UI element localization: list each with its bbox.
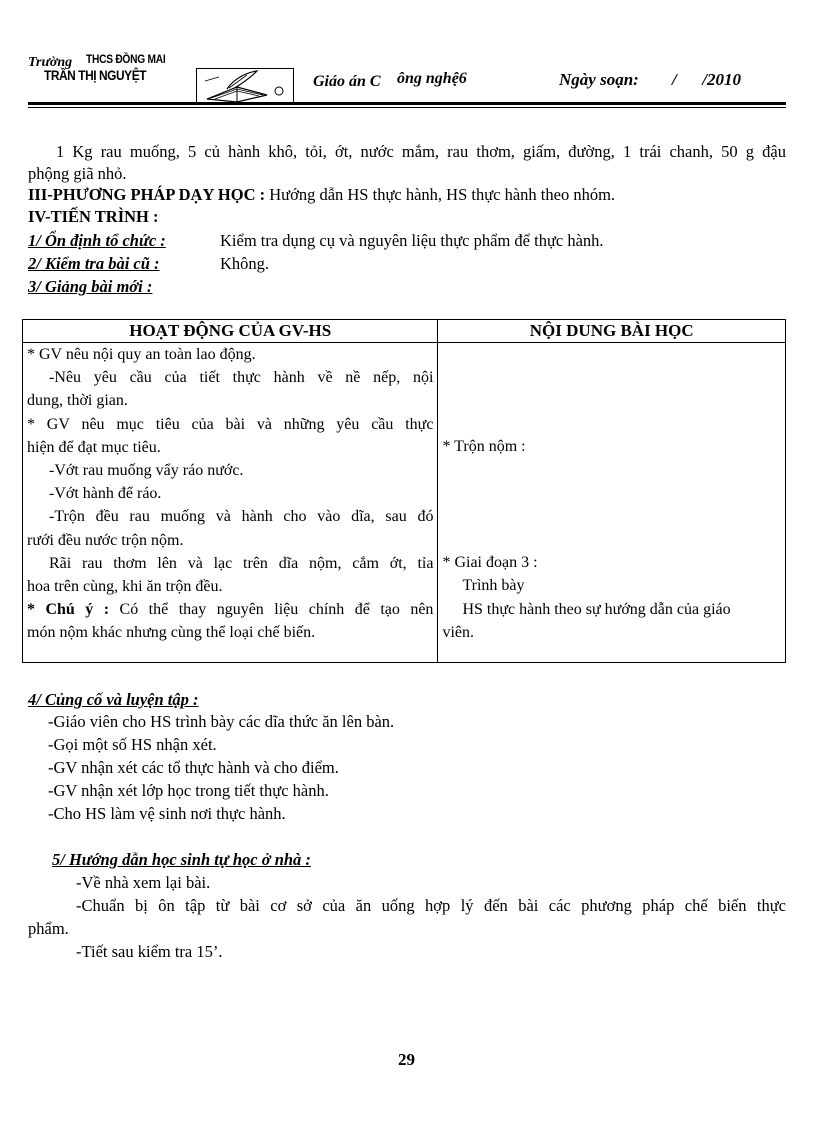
- teacher-name: TRẦN THỊ NGUYỆT: [44, 67, 147, 83]
- subject-prefix: Giáo án C: [313, 73, 381, 90]
- consolidate-item: -Cho HS làm vệ sinh nơi thực hành.: [48, 804, 286, 823]
- activity-line: dung, thời gian.: [27, 392, 128, 410]
- homework-item-2-line-1: -Chuẩn bị ôn tập từ bài cơ sở của ăn uống hợp lý đến bài các phương pháp chế biến thực: [76, 896, 786, 915]
- activity-line: * GV nêu nội quy an toàn lao động.: [27, 346, 256, 363]
- note-label: * Chú ý :: [27, 601, 110, 619]
- consolidate-item: -Giáo viên cho HS trình bày các dĩa thức ăn lên bàn.: [48, 712, 395, 731]
- content-mix: * Trộn nộm :: [442, 438, 526, 455]
- school-label: Trường: [28, 55, 73, 70]
- content-practice-2: viên.: [442, 623, 474, 641]
- content-cell: [438, 343, 786, 663]
- header-rule-thin: [28, 107, 786, 108]
- book-quill-icon: [197, 69, 293, 103]
- lesson-table: [22, 319, 786, 663]
- date-value: / /2010: [672, 70, 741, 89]
- content-present: Trình bày: [462, 577, 525, 595]
- ingredients-line-1: 1 Kg rau muống, 5 củ hành khô, tỏi, ớt, nước mắm, rau thơm, giấm, đường, 1 trái chanh, 50 g đậu: [56, 142, 786, 161]
- activity-line: -Vớt rau muống vẩy ráo nước.: [49, 462, 244, 480]
- column-header-content: NỘI DUNG BÀI HỌC: [438, 320, 786, 343]
- content-stage: * Giai đoạn 3 :: [442, 554, 538, 572]
- activity-line: hiện để đạt mục tiêu.: [27, 438, 161, 456]
- date-label: Ngày soạn:: [559, 70, 639, 89]
- activity-line: -Trộn đều rau muống và hành cho vào dĩa, sau đó: [49, 508, 434, 526]
- step1-text: Kiểm tra dụng cụ và nguyên liệu thực phẩm để thực hành.: [220, 231, 604, 250]
- activity-line: rưới đều nước trộn nộm.: [27, 531, 184, 549]
- method-label: III-PHƯƠNG PHÁP DẠY HỌC :: [28, 185, 266, 204]
- process-label: IV-TIẾN TRÌNH :: [28, 207, 159, 226]
- page-number: 29: [398, 1050, 415, 1069]
- column-header-activities: HOẠT ĐỘNG CỦA GV-HS: [23, 320, 438, 343]
- activity-line: -Nêu yêu cầu của tiết thực hành về nề nếp, nội: [49, 369, 434, 387]
- header-rule-thick: [28, 102, 786, 105]
- book-quill-logo: [196, 68, 294, 104]
- step3-label: 3/ Giảng bài mới :: [28, 277, 153, 296]
- method-line: [28, 184, 615, 206]
- activity-line: hoa trên cùng, khi ăn trộn đều.: [27, 578, 223, 596]
- homework-item-2-line-2: phẩm.: [28, 919, 69, 938]
- step2-label: 2/ Kiểm tra bài cũ :: [28, 254, 160, 273]
- activities-cell: [23, 343, 438, 663]
- consolidate-item: -GV nhận xét các tổ thực hành và cho điểm.: [48, 758, 339, 777]
- consolidate-item: -GV nhận xét lớp học trong tiết thực hành.: [48, 781, 329, 800]
- homework-item-1: -Về nhà xem lại bài.: [76, 873, 211, 892]
- activity-line: Rãi rau thơm lên và lạc trên dĩa nộm, cắm ớt, tỉa: [49, 554, 434, 572]
- activity-line: * GV nêu mục tiêu của bài và những yêu cầu thực: [27, 415, 434, 433]
- activity-line: -Vớt hành để ráo.: [49, 485, 162, 503]
- homework-label: 5/ Hướng dẫn học sinh tự học ở nhà :: [52, 850, 311, 869]
- step1-label: 1/ Ổn định tổ chức :: [28, 231, 166, 250]
- ingredients-line-2: phộng giã nhỏ.: [28, 164, 127, 183]
- note-line-2: món nộm khác nhưng cùng thể loại chế biến.: [27, 624, 316, 642]
- homework-item-3: -Tiết sau kiểm tra 15’.: [76, 942, 223, 961]
- content-practice-1: HS thực hành theo sự hướng dẫn của giáo: [462, 600, 731, 618]
- method-text: Hướng dẫn HS thực hành, HS thực hành theo nhóm.: [269, 185, 616, 204]
- subject-suffix: ông nghệ6: [397, 70, 467, 87]
- note-line: [27, 598, 433, 621]
- consolidate-item: -Gọi một số HS nhận xét.: [48, 735, 217, 754]
- school-name: THCS ĐỒNG MAI: [86, 52, 166, 66]
- consolidate-label: 4/ Củng cố và luyện tập :: [28, 690, 199, 709]
- note-text: Có thể thay nguyên liệu chính để tạo nên: [119, 601, 434, 619]
- step2-text: Không.: [220, 254, 270, 273]
